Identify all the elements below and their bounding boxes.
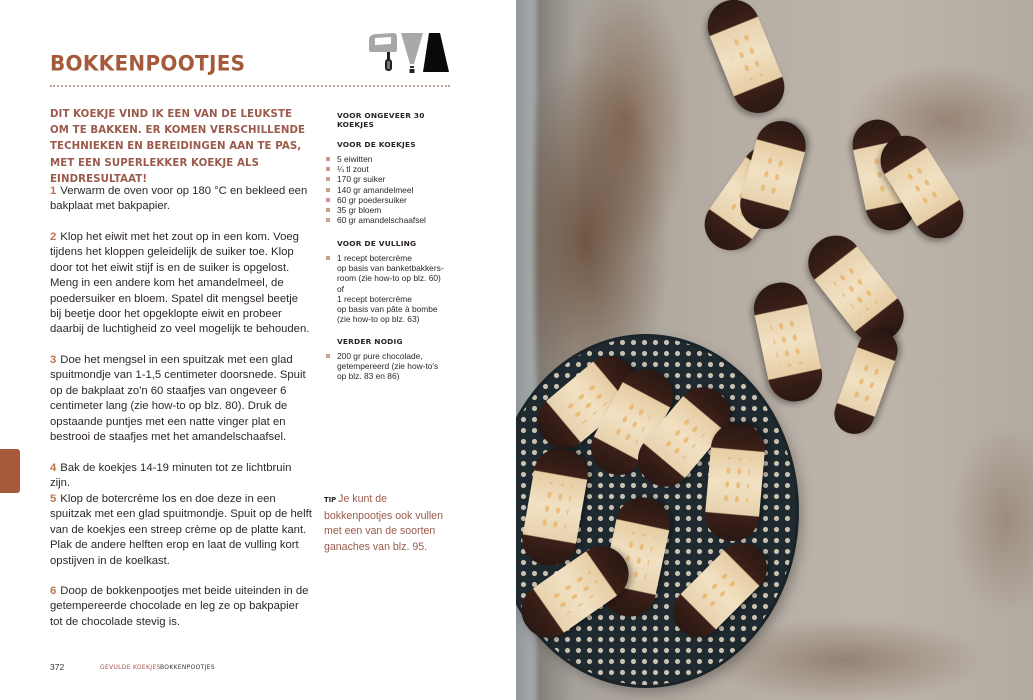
footer-recipe: BOKKENPOOTJES bbox=[160, 664, 215, 671]
tip-text: Je kunt de bokkenpootjes ook vullen met een van de soorten ganaches van blz. 95. bbox=[324, 493, 443, 553]
ingredient-item: 200 gr pure chocolade, bbox=[337, 351, 457, 361]
yield-heading-block bbox=[337, 111, 457, 129]
ingredient-item: of bbox=[337, 283, 344, 294]
ingredients-other bbox=[337, 337, 457, 382]
ingredient-item: ¼ tl zout bbox=[337, 164, 457, 174]
ingredient-item: 35 gr bloem bbox=[337, 205, 457, 215]
ingredient-list bbox=[337, 253, 457, 324]
step-text: Doop de bokkenpootjes met beide uiteinden in de getempereerde chocolade en leg ze op bakpapier tot de chocolade stevig is. bbox=[50, 585, 309, 628]
intro-text: DIT KOEKJE VIND IK EEN VAN DE LEUKSTE OM TE BAKKEN. ER KOMEN VERSCHILLENDE TECHNIEKEN EN BEREIDINGEN AAN TE PAS, MET EEN SUPERLEKKER KOEKJE ALS EINDRESULTAAT! bbox=[50, 109, 306, 185]
step-number: 6 bbox=[50, 585, 57, 597]
recipe-photo bbox=[516, 0, 1033, 700]
tall-piping-bag-icon bbox=[423, 33, 449, 72]
step-number: 4 bbox=[50, 462, 57, 474]
left-page bbox=[0, 0, 516, 700]
title-divider bbox=[50, 85, 450, 87]
section-heading: VOOR DE KOEKJES bbox=[337, 140, 416, 149]
piping-bag-icon bbox=[401, 33, 423, 73]
step-text: Verwarm de oven voor op 180 °C en bekleed een bakplaat met bakpapier. bbox=[50, 185, 308, 213]
ingredient-item: op basis van banketbakkers- bbox=[337, 263, 444, 274]
chapter-thumb-tab bbox=[0, 449, 20, 493]
step-1 bbox=[50, 184, 312, 215]
ingredient-item: op basis van pâte à bombe bbox=[337, 304, 438, 315]
step-text: Bak de koekjes 14-19 minuten tot ze lichtbruin zijn. bbox=[50, 462, 292, 490]
step-text: Klop het eiwit met het zout op in een kom. Voeg tijdens het kloppen geleidelijk de suiker toe. Klop door tot het eiwit stijf is en de suiker is opgelost. Meng in een andere kom het amandelmeel, de poedersuiker en bloem. Spatel dit mengsel beetje bij beetje door het opgeklopte eiwit en probeer daarbij de luchtigheid zo veel mogelijk te behouden. bbox=[50, 231, 310, 336]
ingredient-list bbox=[337, 351, 457, 382]
ingredients-filling bbox=[337, 239, 457, 324]
step-3 bbox=[50, 353, 312, 445]
tool-icons bbox=[367, 30, 451, 74]
ingredient-item: getempereerd (zie how-to's bbox=[337, 361, 439, 372]
step-number: 3 bbox=[50, 354, 57, 366]
ingredients-cookies bbox=[337, 140, 457, 225]
ingredient-item: room (zie how-to op blz. 60) bbox=[337, 273, 441, 284]
section-heading: VERDER NODIG bbox=[337, 337, 403, 346]
ingredient-item: op blz. 83 en 86) bbox=[337, 371, 400, 382]
ingredient-list bbox=[337, 154, 457, 225]
ingredient-item: 1 recept botercrème bbox=[337, 293, 412, 304]
footer-section: GEVULDE KOEKJES bbox=[100, 664, 161, 671]
step-4 bbox=[50, 461, 312, 492]
ingredient-item: (zie how-to op blz. 63) bbox=[337, 314, 420, 325]
step-number: 5 bbox=[50, 493, 57, 505]
tip-label: TIP bbox=[324, 496, 337, 504]
step-6 bbox=[50, 584, 312, 630]
step-2 bbox=[50, 230, 312, 338]
step-number: 2 bbox=[50, 231, 57, 243]
ingredient-item: 1 recept botercrème bbox=[337, 253, 457, 263]
section-heading: VOOR DE VULLING bbox=[337, 239, 417, 248]
hand-mixer-icon bbox=[369, 33, 397, 71]
ingredient-item: 140 gr amandelmeel bbox=[337, 185, 457, 195]
step-number: 1 bbox=[50, 185, 57, 197]
ingredient-item: 170 gr suiker bbox=[337, 174, 457, 184]
step-5 bbox=[50, 492, 312, 569]
ingredient-item: 60 gr amandelschaafsel bbox=[337, 215, 457, 225]
ingredient-item: 60 gr poedersuiker bbox=[337, 195, 457, 205]
step-text: Doe het mengsel in een spuitzak met een glad spuitmondje van 1-1,5 centimeter doorsnede. Spuit op de bakplaat zo'n 60 staafjes van ongeveer 6 centimeter lang (zie how-to op blz. 80). Druk de opstaande puntjes met een natte vinger plat en bestrooi de staafjes met het amandelschaafsel. bbox=[50, 354, 306, 444]
page-number: 372 bbox=[50, 662, 65, 672]
recipe-title: BOKKENPOOTJES bbox=[50, 50, 246, 76]
step-text: Klop de botercrème los en doe deze in een spuitzak met een glad spuitmondje. Spuit op de helft van de koekjes een streep crème op de platte kant. Plak de andere helften erop en laat de vulling kort opstijven in de koelkast. bbox=[50, 493, 312, 567]
tip-box bbox=[324, 492, 444, 555]
ingredient-item: 5 eiwitten bbox=[337, 154, 457, 164]
yield-heading: VOOR ONGEVEER 30 KOEKJES bbox=[337, 111, 425, 129]
